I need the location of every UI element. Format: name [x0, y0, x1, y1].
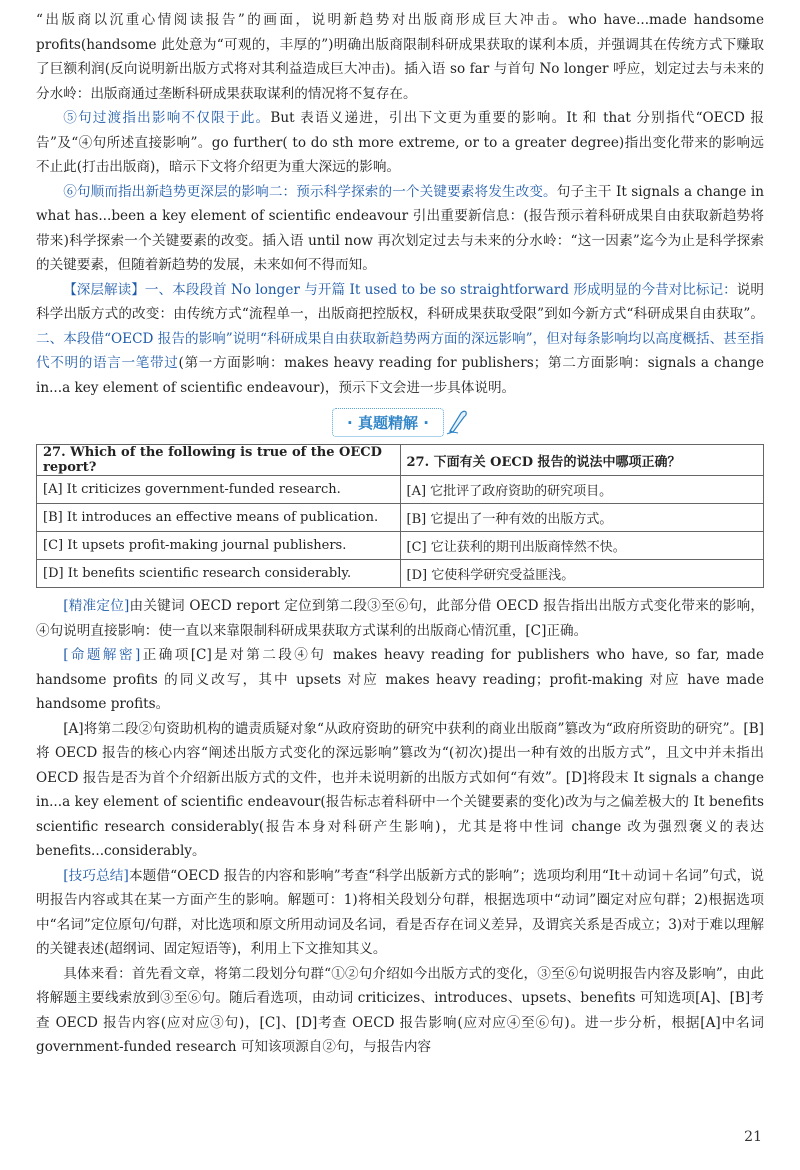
- deep-reading-lead-2: 二、本段借“OECD 报告的影响”说明“科研成果自由获取新趋势两方面的深远影响”，但对每条影响均以高度概括、甚至指代不明的语言一笔带过: [36, 330, 764, 371]
- table-row: [37, 445, 764, 476]
- analysis-skills-text: 本题借“OECD 报告的内容和影响”考查“科学出版新方式的影响”；选项均利用“It＋动词＋名词”句式，说明报告内容或其在某一方面产生的影响。解题可：1)将相关段划分句群，根据选项中“动词”圈定对应句群；2)根据选项中“名词”定位原句/句群，对比选项和原文所用动词及名词，看是否存在词义差异，及谓宾关系是否成立；3)对于难以理解的关键表述(超纲词、固定短语等)，利用上下文推知其义。: [36, 867, 764, 957]
- paragraph-sentence-6: [36, 180, 764, 278]
- analysis-detail-text: 具体来看：首先看文章，将第二段划分句群“①②句介绍如今出版方式的变化，③至⑥句说明报告内容及影响”，由此将解题主要线索放到③至⑥句。随后看选项，由动词 criticizes、introduces、upsets、benefits 可知选项[A]、[B]考查 OECD 报告内容(应对应③句)，[C]、[D]考查 OECD 报告影响(应对应④至⑥句)。进一步分析，根据[A]中名词 government-funded research 可知该项源自②句，与报告内容: [36, 965, 764, 1055]
- tag-locate: [精准定位]: [63, 598, 130, 614]
- option-d-zh: [D] 它使科学研究受益匪浅。: [400, 560, 764, 588]
- analysis-locate-text: 由关键词 OECD report 定位到第二段③至⑥句，此部分借 OECD 报告指出出版方式变化带来的影响，④句说明直接影响：使一直以来靠限制科研成果获取方式谋利的出版商心情沉重，[C]正确。: [36, 598, 765, 639]
- analysis-decode-text: 正确项[C]是对第二段④句 makes heavy reading for publishers who have, so far, made handsome profits 的同义改写，其中 upsets 对应 makes heavy reading；profit-making 对应 have made handsome profits。: [36, 647, 764, 712]
- sentence-5-lead: ⑤句过渡指出影响不仅限于此。: [63, 110, 271, 126]
- table-row: [37, 532, 764, 560]
- section-banner-title: · 真题精解 ·: [332, 408, 444, 437]
- table-row: [37, 476, 764, 504]
- analysis-distractors-text: [A]将第二段②句资助机构的谴责质疑对象“从政府资助的研究中获利的商业出版商”篡改为“政府所资助的研究”。[B]将 OECD 报告的核心内容“阐述出版方式变化的深远影响”篡改为“(初次)提出一种有效的出版方式”，且文中并未指出 OECD 报告是否为首个介绍新出版方式的文件，也并未说明新的出版方式如何“有效”。[D]将段末 It signals a change in...a key element of scientific endeavour(报告标志着科研中一个关键要素的变化)改为与之偏差极大的 It benefits scientific research considerably(报告本身对科研产生影响)，尤其是将中性词 change 改为强烈褒义的表达 benefits...considerably。: [36, 720, 764, 859]
- tag-decode: [命题解密]: [63, 647, 141, 663]
- page-content: [36, 8, 764, 1060]
- option-b-en: [B] It introduces an effective means of publication.: [37, 504, 401, 532]
- section-banner: [36, 404, 764, 440]
- question-header-en: 27. Which of the following is true of the OECD report?: [37, 445, 401, 476]
- table-row: [37, 560, 764, 588]
- paragraph-deep-reading: [36, 278, 764, 401]
- tag-skills: [技巧总结]: [63, 867, 129, 884]
- analysis-decode: [36, 643, 764, 717]
- pen-icon: [446, 409, 468, 435]
- analysis-distractors: [36, 717, 764, 864]
- deep-reading-lead: 【深层解读】一、本段段首 No longer 与开篇 It used to be so straightforward 形成明显的今昔对比标记：: [63, 281, 737, 298]
- deep-reading-body: (第一方面影响：makes heavy reading for publishers；第二方面影响：signals a change in...a key element of scientific endeavour)，预示下文会进一步具体说明。: [36, 355, 764, 396]
- option-c-zh: [C] 它让获利的期刊出版商悻然不快。: [400, 532, 764, 560]
- question-table: [36, 444, 764, 588]
- table-row: [37, 504, 764, 532]
- option-a-en: [A] It criticizes government-funded research.: [37, 476, 401, 504]
- option-d-en: [D] It benefits scientific research considerably.: [37, 560, 401, 588]
- page-number: 21: [744, 1129, 762, 1145]
- paragraph-continuation: “出版商以沉重心情阅读报告”的画面，说明新趋势对出版商形成巨大冲击。who have...made handsome profits(handsome 此处意为“可观的，丰厚的”)明确出版商限制科研成果获取的谋利本质，并强调其在传统方式下赚取了巨额利润(反向说明新出版方式将对其利益造成巨大冲击)。插入语 so far 与首句 No longer 呼应，划定过去与未来的分水岭：出版商通过垄断科研成果获取谋利的情况将不复存在。: [36, 12, 765, 102]
- paragraph-sentence-5: [36, 106, 764, 180]
- option-b-zh: [B] 它提出了一种有效的出版方式。: [400, 504, 764, 532]
- sentence-6-body: 句子主干 It signals a change in what has...been a key element of scientific endeavour 引出重要新信息：(报告预示着科研成果自由获取新趋势将带来)科学探索一个关键要素的改变。插入语 until now 再次划定过去与未来的分水岭：“这一因素”迄今为止是科学探索的关键要素，但随着新趋势的发展，未来如何不得而知。: [36, 183, 764, 273]
- analysis-detail: [36, 962, 764, 1060]
- analysis-skills: [36, 864, 764, 962]
- sentence-6-lead: ⑥句顺而指出新趋势更深层的影响二：预示科学探索的一个关键要素将发生改变。: [63, 183, 557, 200]
- option-a-zh: [A] 它批评了政府资助的研究项目。: [400, 476, 764, 504]
- sentence-5-body: But 表语义递进，引出下文更为重要的影响。It 和 that 分别指代“OECD 报告”及“④句所述直接影响”。go further( to do sth more extreme, or to a greater degree)指出变化带来的影响远不止此(打击出版商)，暗示下文将介绍更为重大深远的影响。: [36, 110, 765, 175]
- question-header-zh: 27. 下面有关 OECD 报告的说法中哪项正确？: [400, 445, 764, 476]
- deep-reading-mid: 说明科学出版方式的改变：由传统方式“流程单一，出版商把控版权，科研成果获取受限”到如今新方式“科研成果自由获取”。: [36, 281, 764, 322]
- analysis-locate: [36, 594, 764, 643]
- option-c-en: [C] It upsets profit-making journal publishers.: [37, 532, 401, 560]
